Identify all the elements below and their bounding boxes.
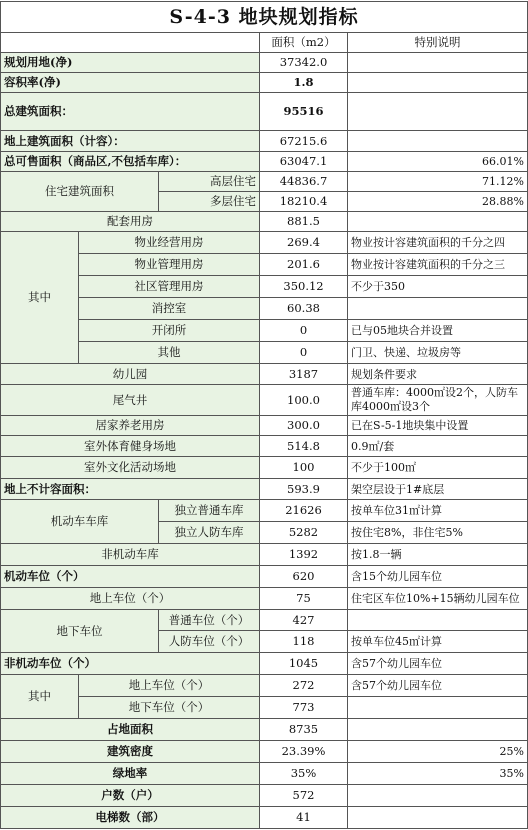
garage-civil-note: 按住宅8%，非住宅5%: [348, 522, 528, 544]
shaft-note: 普通车库：4000㎡设2个，人防车库4000㎡设3个: [348, 385, 528, 416]
multi-storey-value: 18210.4: [260, 192, 348, 212]
among-item-note: [348, 298, 528, 320]
bike-garage-value: 1392: [260, 544, 348, 566]
total-gfa-label: 总建筑面积：: [1, 93, 260, 131]
above-gfa-value: 67215.6: [260, 131, 348, 152]
car-spaces-value: 620: [260, 566, 348, 588]
far-note: [348, 73, 528, 93]
below-gfa-value: 593.9: [260, 479, 348, 500]
car-above-label: 地上车位（个）: [1, 588, 260, 610]
support-label: 配套用房: [1, 212, 260, 232]
high-rise-value: 44836.7: [260, 172, 348, 192]
among-item-value: 0: [260, 342, 348, 364]
garage-civil-label: 独立人防车库: [159, 522, 260, 544]
bike-above-value: 272: [260, 675, 348, 697]
bike-garage-label: 非机动车库: [1, 544, 260, 566]
bike-among-label: 其中: [1, 675, 79, 719]
car-spaces-note: 含15个幼儿园车位: [348, 566, 528, 588]
car-under-normal-value: 427: [260, 610, 348, 631]
above-gfa-label: 地上建筑面积（计容）：: [1, 131, 260, 152]
among-item-value: 350.12: [260, 276, 348, 298]
support-value: 881.5: [260, 212, 348, 232]
footprint-label: 占地面积: [1, 719, 260, 741]
car-under-civil-value: 118: [260, 631, 348, 653]
bike-spaces-note: 含57个幼儿园车位: [348, 653, 528, 675]
culture-note: 不少于100㎡: [348, 457, 528, 479]
among-item-note: 已与05地块合并设置: [348, 320, 528, 342]
bike-above-label: 地上车位（个）: [79, 675, 260, 697]
garage-normal-label: 独立普通车库: [159, 500, 260, 522]
below-gfa-label: 地上不计容面积：: [1, 479, 260, 500]
among-item-label: 社区管理用房: [79, 276, 260, 298]
garage-civil-value: 5282: [260, 522, 348, 544]
green-value: 35%: [260, 763, 348, 785]
green-note: 35%: [348, 763, 528, 785]
multi-storey-note: 28.88%: [348, 192, 528, 212]
elevators-label: 电梯数（部）: [1, 807, 260, 829]
shaft-label: 尾气井: [1, 385, 260, 416]
among-item-label: 开闭所: [79, 320, 260, 342]
sports-note: 0.9㎡/套: [348, 436, 528, 457]
garage-label: 机动车车库: [1, 500, 159, 544]
among-item-label: 其他: [79, 342, 260, 364]
among-item-value: 201.6: [260, 254, 348, 276]
culture-label: 室外文化活动场地: [1, 457, 260, 479]
households-label: 户数（户）: [1, 785, 260, 807]
among-item-value: 60.38: [260, 298, 348, 320]
header-note: 特别说明: [348, 33, 528, 53]
residential-label: 住宅建筑面积: [1, 172, 159, 212]
car-under-label: 地下车位: [1, 610, 159, 653]
density-note: 25%: [348, 741, 528, 763]
saleable-value: 63047.1: [260, 152, 348, 172]
among-item-value: 269.4: [260, 232, 348, 254]
car-above-note: 住宅区车位10%+15辆幼儿园车位: [348, 588, 528, 610]
land-net-label: 规划用地(净): [1, 53, 260, 73]
among-item-label: 消控室: [79, 298, 260, 320]
car-above-value: 75: [260, 588, 348, 610]
elderly-label: 居家养老用房: [1, 416, 260, 436]
kindergarten-value: 3187: [260, 364, 348, 385]
far-label: 容积率(净): [1, 73, 260, 93]
below-gfa-note: 架空层设于1#底层: [348, 479, 528, 500]
elevators-value: 41: [260, 807, 348, 829]
among-item-label: 物业管理用房: [79, 254, 260, 276]
among-item-note: 不少于350: [348, 276, 528, 298]
high-rise-note: 71.12%: [348, 172, 528, 192]
bike-garage-note: 按1.8一辆: [348, 544, 528, 566]
table-title: S-4-3 地块规划指标: [1, 2, 528, 33]
density-label: 建筑密度: [1, 741, 260, 763]
support-note: [348, 212, 528, 232]
bike-under-note: [348, 697, 528, 719]
elevators-note: [348, 807, 528, 829]
footprint-value: 8735: [260, 719, 348, 741]
saleable-label: 总可售面积（商品区,不包括车库）：: [1, 152, 260, 172]
land-net-note: [348, 53, 528, 73]
households-note: [348, 785, 528, 807]
among-item-note: 物业按计容建筑面积的千分之三: [348, 254, 528, 276]
multi-storey-label: 多层住宅: [159, 192, 260, 212]
header-area: 面积（m2）: [260, 33, 348, 53]
footprint-note: [348, 719, 528, 741]
bike-under-value: 773: [260, 697, 348, 719]
among-item-note: 物业按计容建筑面积的千分之四: [348, 232, 528, 254]
total-gfa-value: 95516: [260, 93, 348, 131]
elderly-value: 300.0: [260, 416, 348, 436]
among-item-label: 物业经营用房: [79, 232, 260, 254]
saleable-note: 66.01%: [348, 152, 528, 172]
car-under-civil-label: 人防车位（个）: [159, 631, 260, 653]
planning-indicator-table: [0, 1, 528, 829]
kindergarten-note: 规划条件要求: [348, 364, 528, 385]
elderly-note: 已在S-5-1地块集中设置: [348, 416, 528, 436]
among-item-value: 0: [260, 320, 348, 342]
car-spaces-label: 机动车位（个）: [1, 566, 260, 588]
bike-spaces-value: 1045: [260, 653, 348, 675]
among-item-note: 门卫、快递、垃圾房等: [348, 342, 528, 364]
car-under-normal-label: 普通车位（个）: [159, 610, 260, 631]
sports-value: 514.8: [260, 436, 348, 457]
among-label: 其中: [1, 232, 79, 364]
car-under-civil-note: 按单车位45㎡计算: [348, 631, 528, 653]
garage-normal-value: 21626: [260, 500, 348, 522]
kindergarten-label: 幼儿园: [1, 364, 260, 385]
total-gfa-note: [348, 93, 528, 131]
households-value: 572: [260, 785, 348, 807]
bike-above-note: 含57个幼儿园车位: [348, 675, 528, 697]
above-gfa-note: [348, 131, 528, 152]
green-label: 绿地率: [1, 763, 260, 785]
header-blank: [1, 33, 260, 53]
high-rise-label: 高层住宅: [159, 172, 260, 192]
density-value: 23.39%: [260, 741, 348, 763]
land-net-value: 37342.0: [260, 53, 348, 73]
bike-spaces-label: 非机动车位（个）: [1, 653, 260, 675]
bike-under-label: 地下车位（个）: [79, 697, 260, 719]
shaft-value: 100.0: [260, 385, 348, 416]
far-value: 1.8: [260, 73, 348, 93]
garage-normal-note: 按单车位31㎡计算: [348, 500, 528, 522]
car-under-normal-note: [348, 610, 528, 631]
sports-label: 室外体育健身场地: [1, 436, 260, 457]
culture-value: 100: [260, 457, 348, 479]
